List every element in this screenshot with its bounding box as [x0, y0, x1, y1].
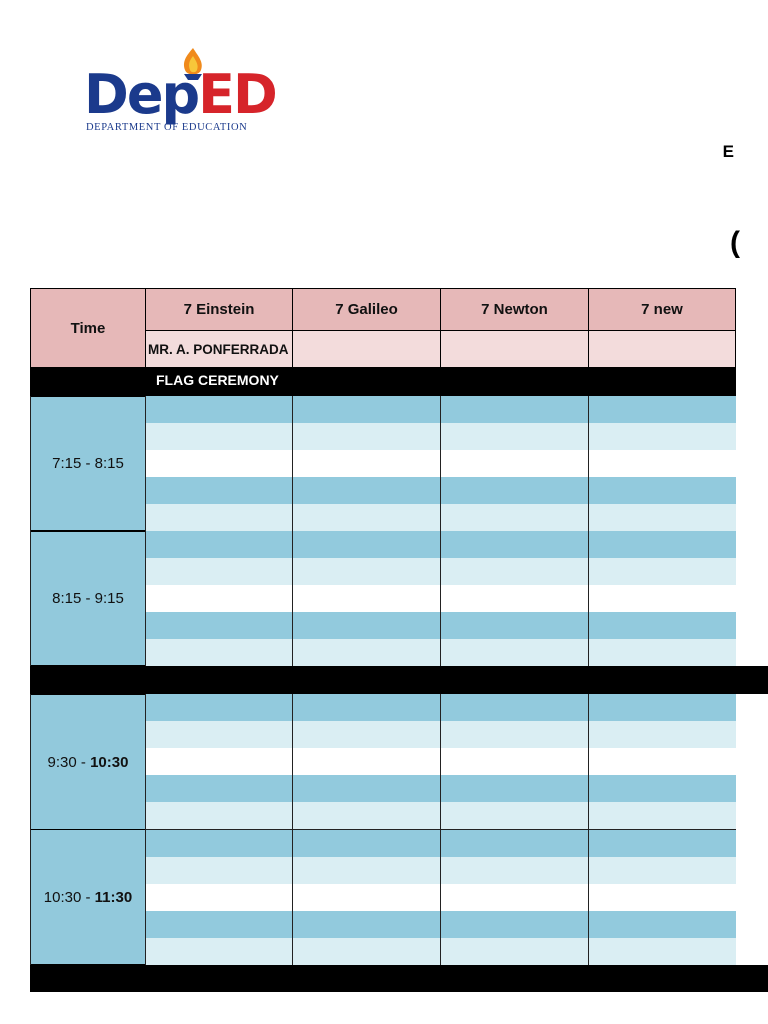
time-slot-cell: 9:30 - 10:30: [30, 694, 146, 830]
lunch-bar: [30, 965, 768, 992]
deped-logo: [84, 46, 334, 138]
section-header: 7 Newton: [440, 288, 589, 331]
logo-wordmark: [84, 63, 276, 126]
break-bar: [30, 666, 768, 694]
time-header: Time: [30, 288, 146, 368]
logo-ed-text: ED: [198, 63, 276, 126]
flag-ceremony-label: FLAG CEREMONY: [156, 372, 279, 388]
time-slot-cell: 8:15 - 9:15: [30, 531, 146, 666]
adviser-cell: MR. A. PONFERRADA: [145, 330, 293, 368]
logo-dep-text: De: [84, 63, 162, 126]
logo-subtitle: DEPARTMENT OF EDUCATION: [86, 122, 248, 133]
cut-off-heading-letter: E: [722, 142, 734, 161]
time-slot-cell: 7:15 - 8:15: [30, 396, 146, 531]
time-slot-cell: 10:30 - 11:30: [30, 829, 146, 965]
adviser-cell: [440, 330, 589, 368]
flag-ceremony-bar: [30, 368, 736, 396]
section-header: 7 Einstein: [145, 288, 293, 331]
adviser-cell: [588, 330, 736, 368]
cut-off-heading-paren: (: [730, 226, 740, 259]
section-header: 7 new: [588, 288, 736, 331]
adviser-cell: [292, 330, 441, 368]
section-header: 7 Galileo: [292, 288, 441, 331]
logo-p-text: p: [161, 63, 199, 126]
